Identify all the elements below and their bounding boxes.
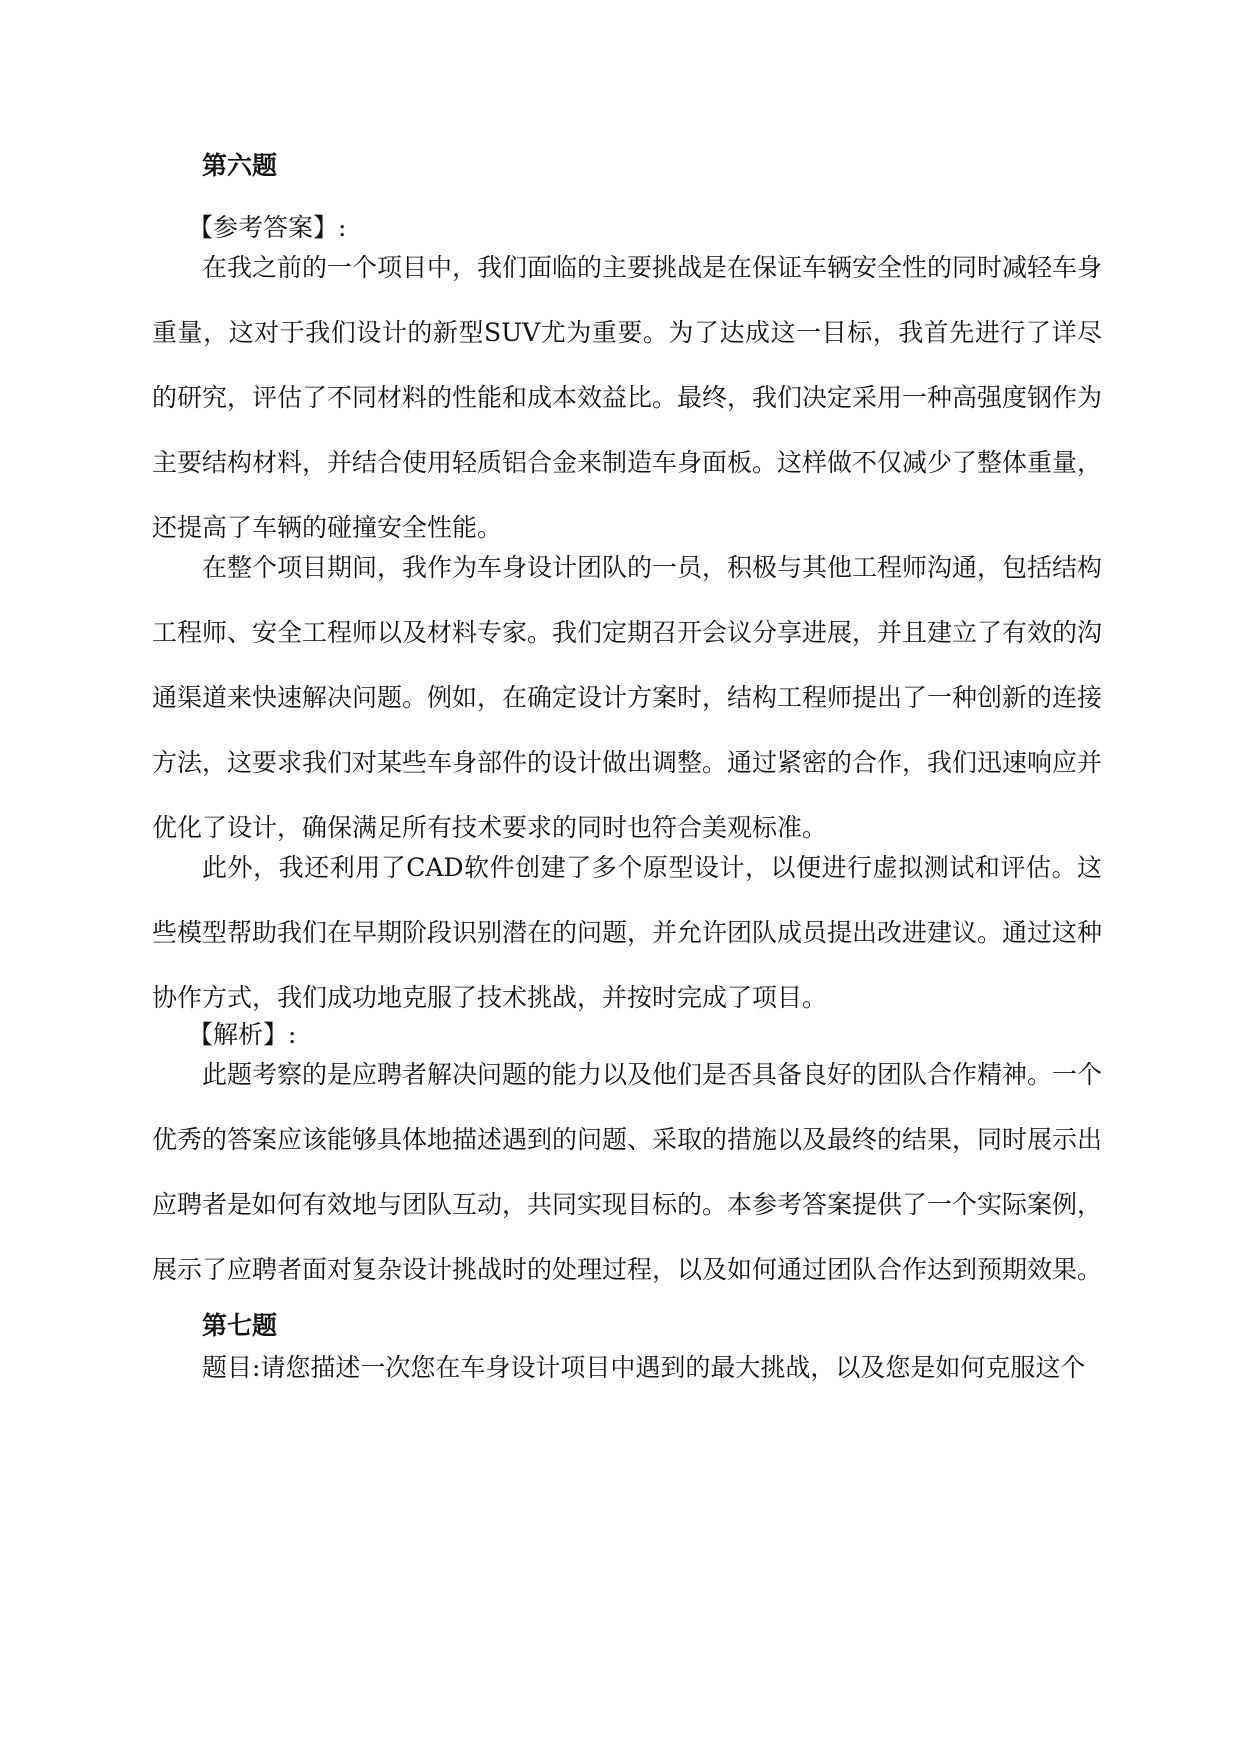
question-7-prompt: 题目:请您描述一次您在车身设计项目中遇到的最大挑战，以及您是如何克服这个 <box>202 1353 1086 1382</box>
question-7-heading: 第七题 <box>202 1311 278 1340</box>
answer-paragraph-1: 在我之前的一个项目中，我们面临的主要挑战是在保证车辆安全性的同时减轻车身重量，这对于我们设计的新型SUV尤为重要。为了达成这一目标，我首先进行了详尽的研究，评估了不同材料的性能和成本效益比。最终，我们决定采用一种高强度钢作为主要结构材料，并结合使用轻质铝合金来制造车身面板。这样做不仅减少了整体重量，还提高了车辆的碰撞安全性能。 <box>152 253 1103 542</box>
question-6-heading: 第六题 <box>202 151 278 180</box>
answer-paragraph-2: 在整个项目期间，我作为车身设计团队的一员，积极与其他工程师沟通，包括结构工程师、安全工程师以及材料专家。我们定期召开会议分享进展，并且建立了有效的沟通渠道来快速解决问题。例如，在确定设计方案时，结构工程师提出了一种创新的连接方法，这要求我们对某些车身部件的设计做出调整。通过紧密的合作，我们迅速响应并优化了设计，确保满足所有技术要求的同时也符合美观标准。 <box>152 553 1103 842</box>
reference-answer-label: 【参考答案】: <box>188 213 347 242</box>
analysis-paragraph: 此题考察的是应聘者解决问题的能力以及他们是否具备良好的团队合作精神。一个优秀的答案应该能够具体地描述遇到的问题、采取的措施以及最终的结果，同时展示出应聘者是如何有效地与团队互动，共同实现目标的。本参考答案提供了一个实际案例，展示了应聘者面对复杂设计挑战时的处理过程，以及如何通过团队合作达到预期效果。 <box>152 1060 1103 1284</box>
analysis-label: 【解析】: <box>188 1020 297 1049</box>
answer-paragraph-3: 此外，我还利用了CAD软件创建了多个原型设计，以便进行虚拟测试和评估。这些模型帮助我们在早期阶段识别潜在的问题，并允许团队成员提出改进建议。通过这种协作方式，我们成功地克服了技术挑战，并按时完成了项目。 <box>152 853 1103 1012</box>
